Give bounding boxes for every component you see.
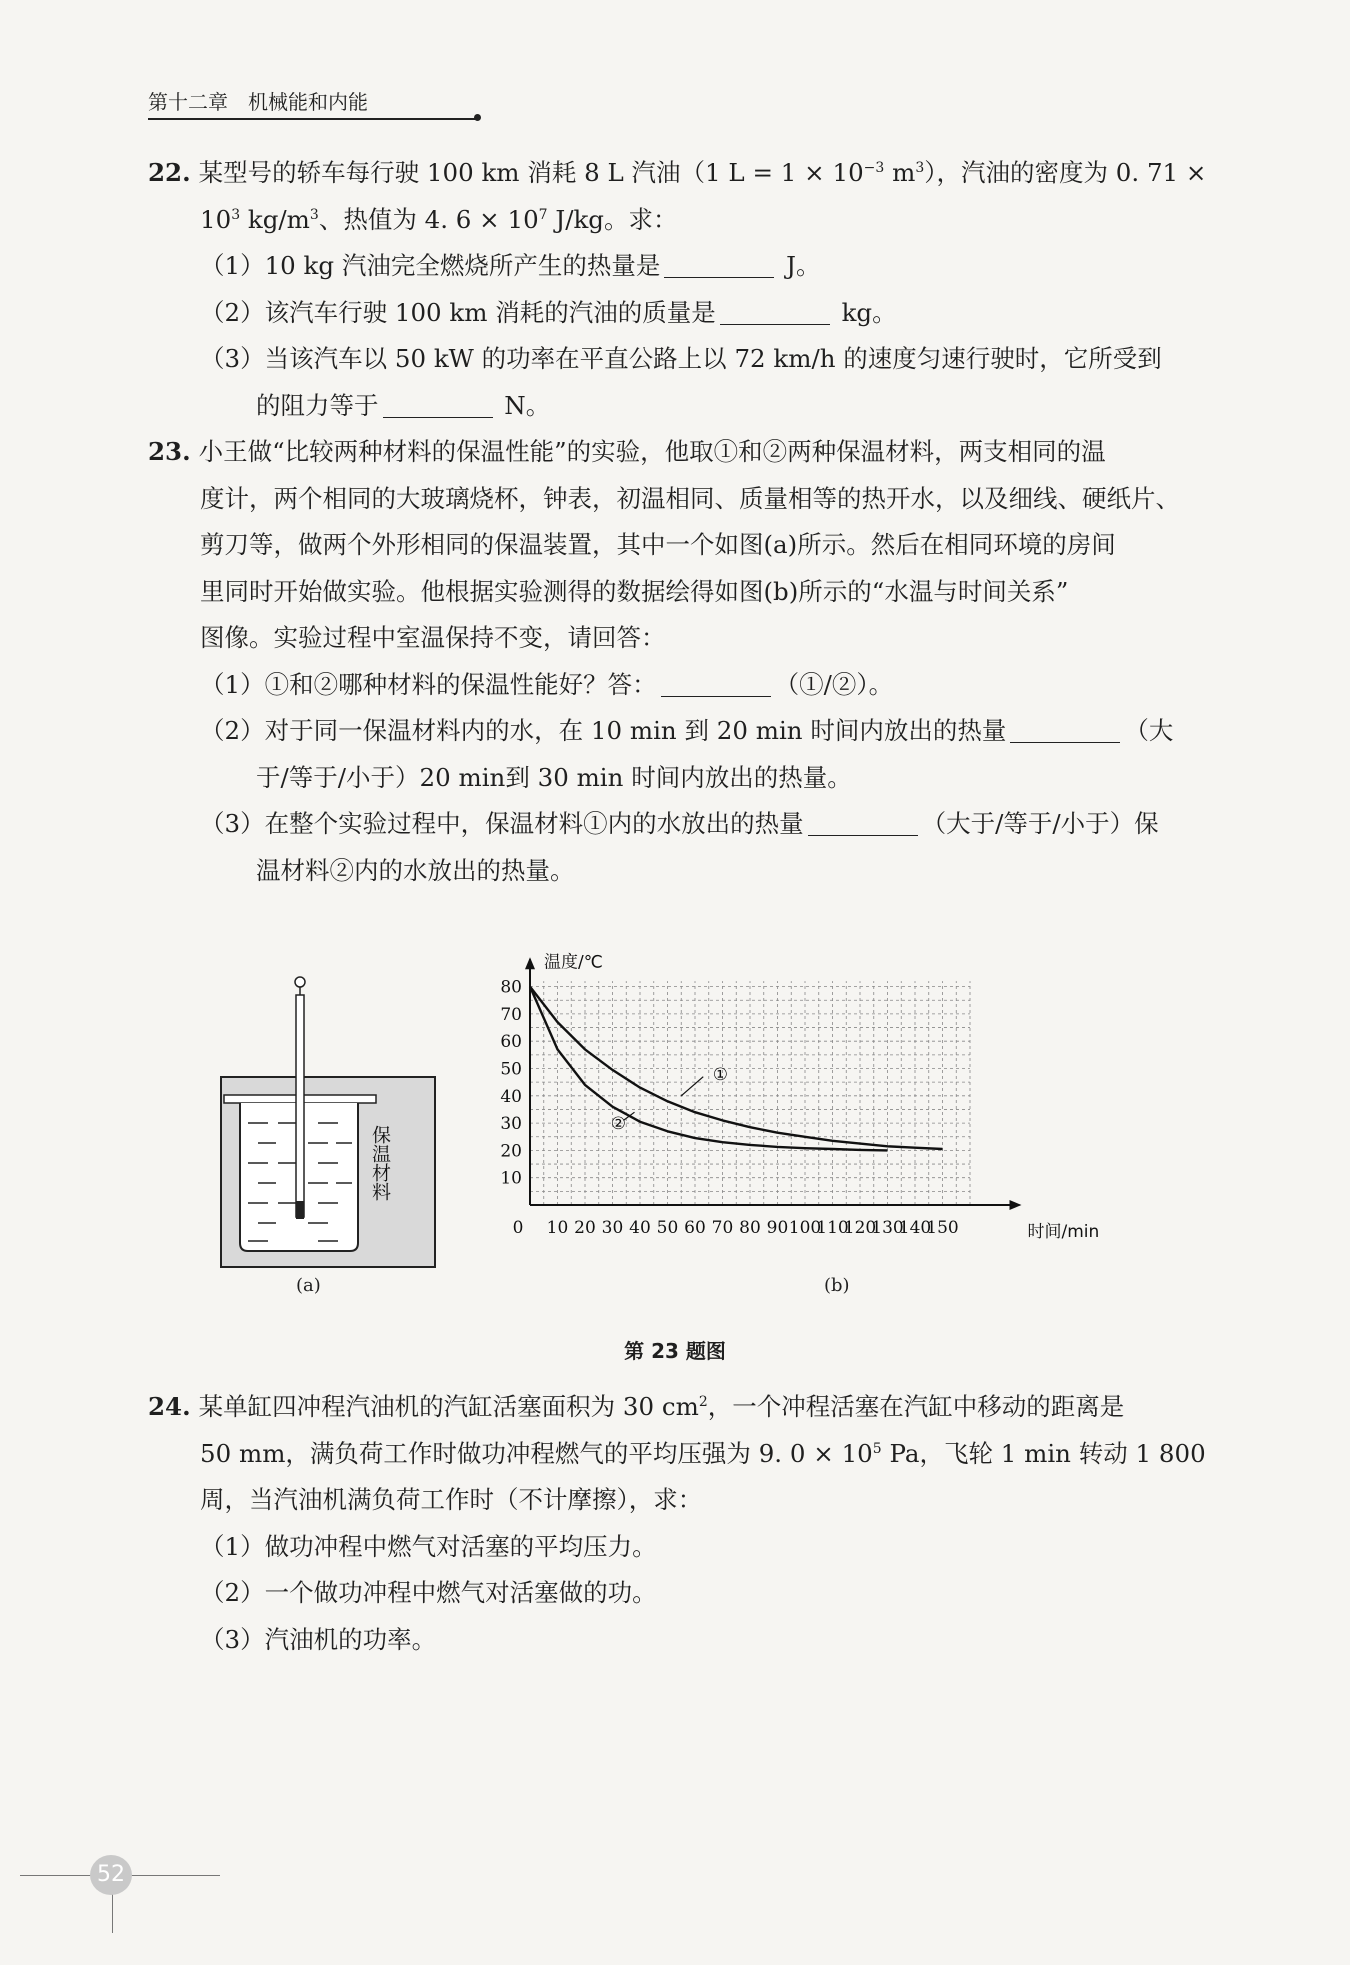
x-tick-label: 0	[512, 1218, 524, 1238]
series-leader-1	[681, 1077, 703, 1096]
figure-a-label: (a)	[296, 1275, 321, 1296]
y-tick-label: 30	[500, 1114, 522, 1135]
x-tick-label: 90	[766, 1218, 789, 1238]
x-tick-label: 60	[684, 1218, 706, 1238]
x-tick-label: 10	[546, 1218, 569, 1238]
answer-blank	[720, 298, 830, 325]
y-tick-label: 40	[500, 1086, 522, 1107]
y-tick-label: 60	[500, 1032, 522, 1053]
x-tick-label: 120	[843, 1218, 877, 1238]
q22-part-1: （1）10 kg 汽油完全燃烧所产生的热量是 J。	[200, 251, 821, 280]
y-tick-label: 50	[500, 1059, 522, 1080]
x-tick-label: 150	[926, 1218, 959, 1238]
x-tick-label: 20	[574, 1218, 596, 1238]
x-tick-label: 40	[629, 1218, 651, 1238]
material-label: 保温材料	[369, 1125, 391, 1201]
header-rule	[148, 118, 478, 120]
y-axis-arrow	[525, 957, 535, 969]
y-tick-label: 20	[500, 1141, 522, 1162]
q22-part-2: （2）该汽车行驶 100 km 消耗的汽油的质量是 kg。	[200, 297, 897, 327]
figure-caption: 第 23 题图	[624, 1339, 726, 1363]
figure-23	[0, 905, 1350, 1365]
y-axis-label: 温度/℃	[544, 952, 603, 973]
q24-part-1: （1）做功冲程中燃气对活塞的平均压力。	[200, 1531, 657, 1561]
header-rule-dot	[474, 114, 481, 121]
series-label-2: ②	[610, 1114, 626, 1135]
x-tick-label: 80	[739, 1218, 761, 1238]
q24-part-2: （2）一个做功冲程中燃气对活塞做的功。	[200, 1578, 657, 1607]
question-number: 23.	[148, 437, 191, 466]
question-22: 22. 某型号的轿车每行驶 100 km 消耗 8 L 汽油（1 $L = 1 \times 10^{-3}$ $m^3$），汽油的密度为 0. 71 × $10^3$ $kg/m^3$、热值为 4. $6 \times 10^7$ J/kg。求： （1）10 kg 汽油完全燃烧所产生的热量是 J。 （2）该汽车行驶 100 km 消耗的汽油的质量是 kg。 （3）当该汽车以 50 kW 的功率在平直公路上以 72 km/h 的速度匀速行驶时，它所受到 的阻力等于 N。	[148, 150, 1218, 429]
questions-22-23	[148, 150, 1218, 894]
answer-blank	[808, 809, 918, 836]
page-number-marker	[20, 1855, 230, 1945]
x-tick-label: 30	[601, 1218, 624, 1238]
y-tick-label: 10	[500, 1168, 522, 1189]
series-label-1: ①	[712, 1064, 728, 1085]
page-number: 52	[90, 1855, 132, 1895]
x-tick-label: 70	[711, 1218, 734, 1238]
q23-part-1: （1）①和②哪种材料的保温性能好？答： （①/②）。	[200, 669, 894, 699]
insulation-apparatus-diagram	[218, 975, 438, 1275]
x-axis-arrow	[1010, 1200, 1022, 1210]
question-number: 22.	[148, 158, 191, 187]
temperature-time-chart	[470, 915, 1150, 1275]
x-tick-label: 140	[898, 1218, 932, 1238]
question-24: 24. 某单缸四冲程汽油机的汽缸活塞面积为 30 $cm^2$，一个冲程活塞在汽缸中移动的距离是 50 mm，满负荷工作时做功冲程燃气的平均压强为 9. $0 \times 10^5$ Pa，飞轮 1 min 转动 1 800 周，当汽油机满负荷工作时（不计摩擦），求： （1）做功冲程中燃气对活塞的平均压力。 （2）一个做功冲程中燃气对活塞做的功。 （3）汽油机的功率。	[148, 1384, 1218, 1663]
q22-part-3: （3）当该汽车以 50 kW 的功率在平直公路上以 72 km/h 的速度匀速行驶时，它所受到	[200, 344, 1162, 373]
answer-blank	[383, 391, 493, 418]
x-axis-label: 时间/min	[1027, 1222, 1100, 1242]
x-tick-label: 50	[656, 1218, 679, 1238]
x-tick-label: 110	[816, 1218, 849, 1238]
answer-blank	[664, 251, 774, 278]
q23-part-3: （3）在整个实验过程中，保温材料①内的水放出的热量 （大于/等于/小于）保	[200, 809, 1159, 838]
q23-part-2: （2）对于同一保温材料内的水，在 10 min 到 20 min 时间内放出的热量 （大	[200, 716, 1174, 745]
answer-blank	[1010, 716, 1120, 743]
running-head: 第十二章 机械能和内能	[148, 90, 368, 114]
x-tick-label: 130	[871, 1218, 904, 1238]
y-tick-label: 70	[500, 1004, 522, 1025]
x-tick-label: 100	[788, 1218, 822, 1238]
question-number: 24.	[148, 1392, 191, 1421]
figure-b-label: (b)	[824, 1275, 850, 1296]
y-tick-label: 80	[500, 977, 522, 998]
question-23: 23. 小王做“比较两种材料的保温性能”的实验，他取①和②两种保温材料，两支相同的温 度计，两个相同的大玻璃烧杯，钟表，初温相同、质量相等的热开水，以及细线、硬纸片、 剪刀等，做两个外形相同的保温装置，其中一个如图(a)所示。然后在相同环境的房间 里同时开始做实验。他根据实验测得的数据绘得如图(b)所示的“水温与时间关系” 图像。实验过程中室温保持不变，请回答： （1）①和②哪种材料的保温性能好？答： （①/②）。 （2）对于同一保温材料内的水，在 10 min 到 20 min 时间内放出的热量 （大 于/等于/小于）20 min到 30 min 时间内放出的热量。 （3）在整个实验过程中，保温材料①内的水放出的热量 （大于/等于/小于）保 温材料②内的水放出的热量。	[148, 429, 1218, 894]
q24-part-3: （3）汽油机的功率。	[200, 1624, 437, 1654]
answer-blank	[661, 670, 771, 697]
